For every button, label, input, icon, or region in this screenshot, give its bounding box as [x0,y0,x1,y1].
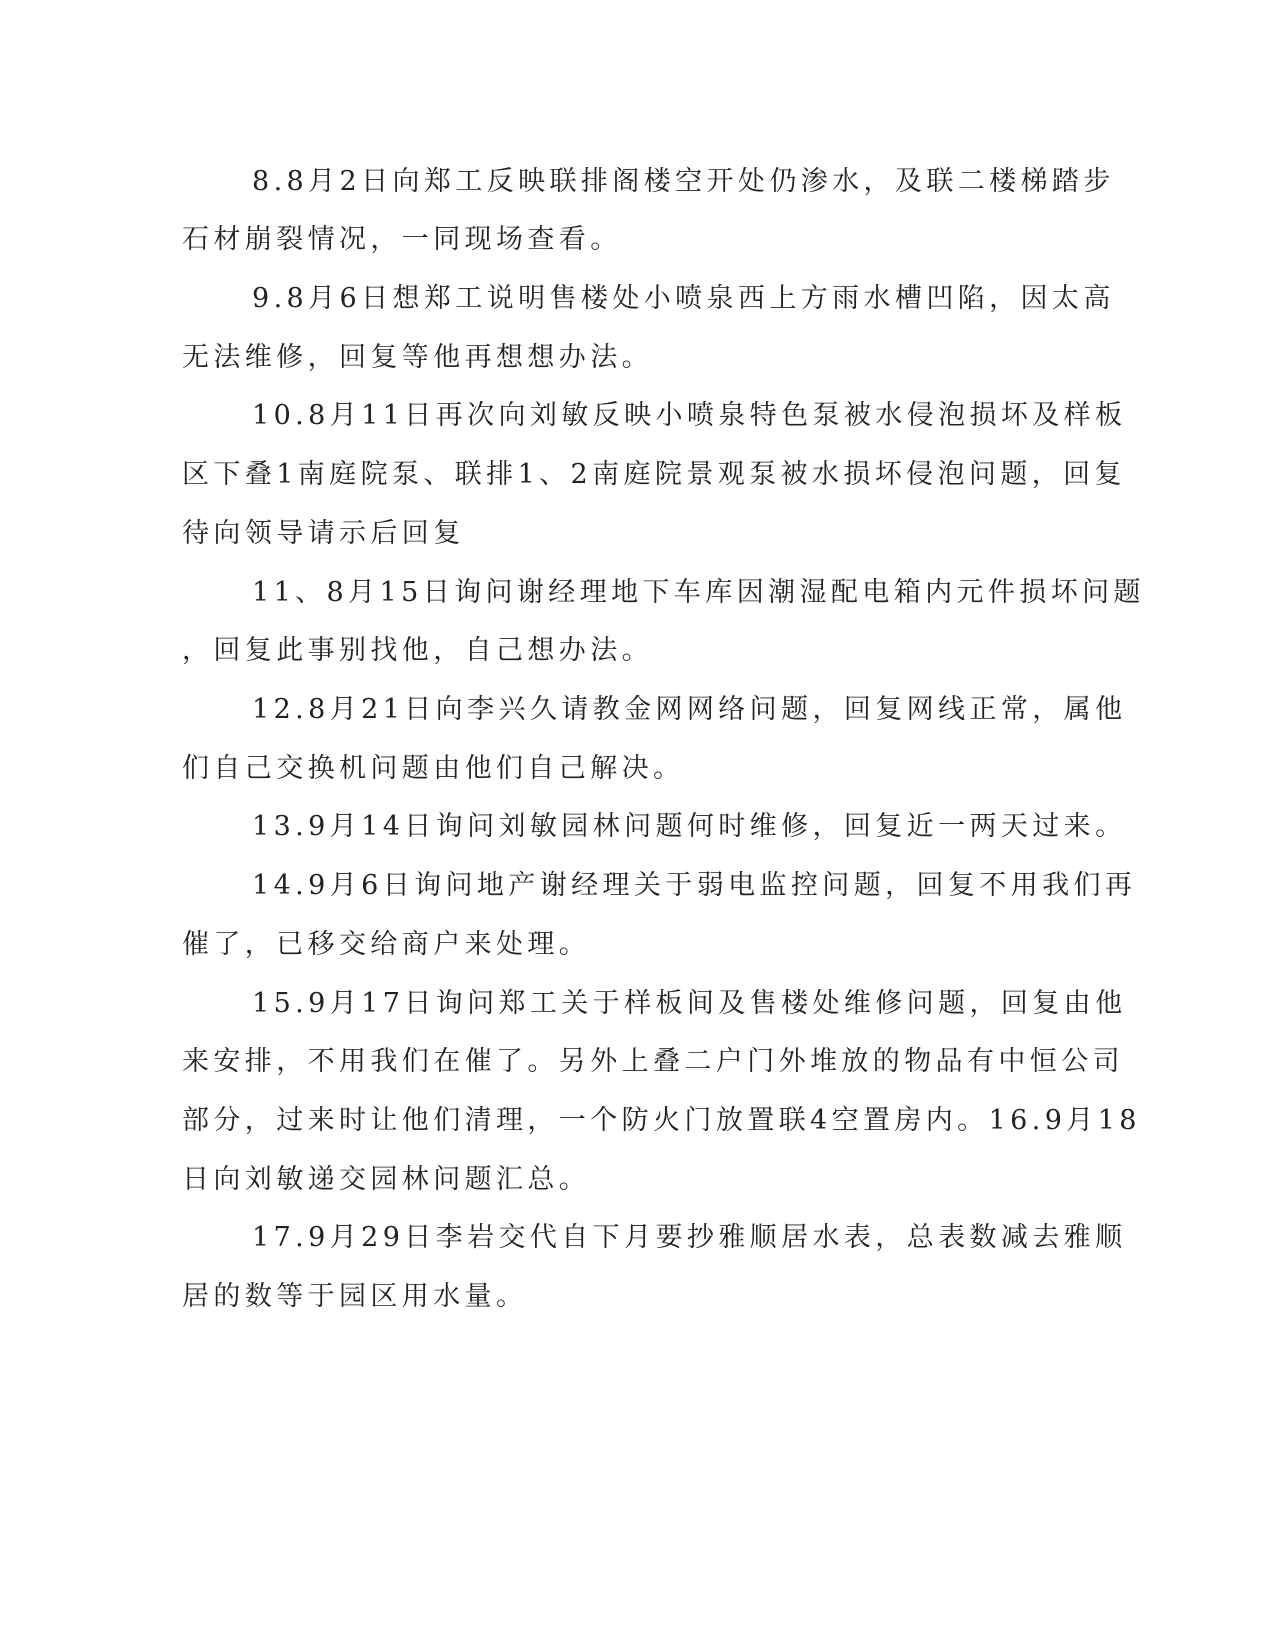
text-line: 区下叠1南庭院泵、联排1、2南庭院景观泵被水损坏侵泡问题，回复 [182,459,1126,490]
text-line: 们自己交换机问题由他们自己解决。 [182,753,685,784]
text-line: 14.9月6日询问地产谢经理关于弱电监控问题，回复不用我们再 [252,870,1137,901]
text-line: 13.9月14日询问刘敏园林问题何时维修，回复近一两天过来。 [252,811,1127,842]
text-line: 居的数等于园区用水量。 [182,1281,528,1312]
text-line: 8.8月2日向郑工反映联排阁楼空开处仍渗水，及联二楼梯踏步 [252,166,1115,197]
text-line: 无法维修，回复等他再想想办法。 [182,342,653,373]
text-line: 部分，过来时让他们清理，一个防火门放置联4空置房内。16.9月18 [182,1105,1141,1136]
text-line: 11、8月15日询问谢经理地下车库因潮湿配电箱内元件损坏问题 [252,577,1145,608]
text-line: 17.9月29日李岩交代自下月要抄雅顺居水表，总表数减去雅顺 [252,1222,1127,1253]
text-line: 10.8月11日再次向刘敏反映小喷泉特色泵被水侵泡损坏及样板 [252,400,1127,431]
text-line: 石材崩裂情况，一同现场查看。 [182,224,622,255]
text-line: 来安排，不用我们在催了。另外上叠二户门外堆放的物品有中恒公司 [182,1046,1124,1077]
text-line: 15.9月17日询问郑工关于样板间及售楼处维修问题，回复由他 [252,988,1127,1019]
text-line: ，回复此事别找他，自己想办法。 [182,635,653,666]
text-line: 催了，已移交给商户来处理。 [182,929,591,960]
text-line: 日向刘敏递交园林问题汇总。 [182,1164,591,1195]
text-line: 9.8月6日想郑工说明售楼处小喷泉西上方雨水槽凹陷，因太高 [252,283,1115,314]
text-line: 12.8月21日向李兴久请教金网网络问题，回复网线正常，属他 [252,694,1127,725]
text-line: 待向领导请示后回复 [182,518,465,549]
